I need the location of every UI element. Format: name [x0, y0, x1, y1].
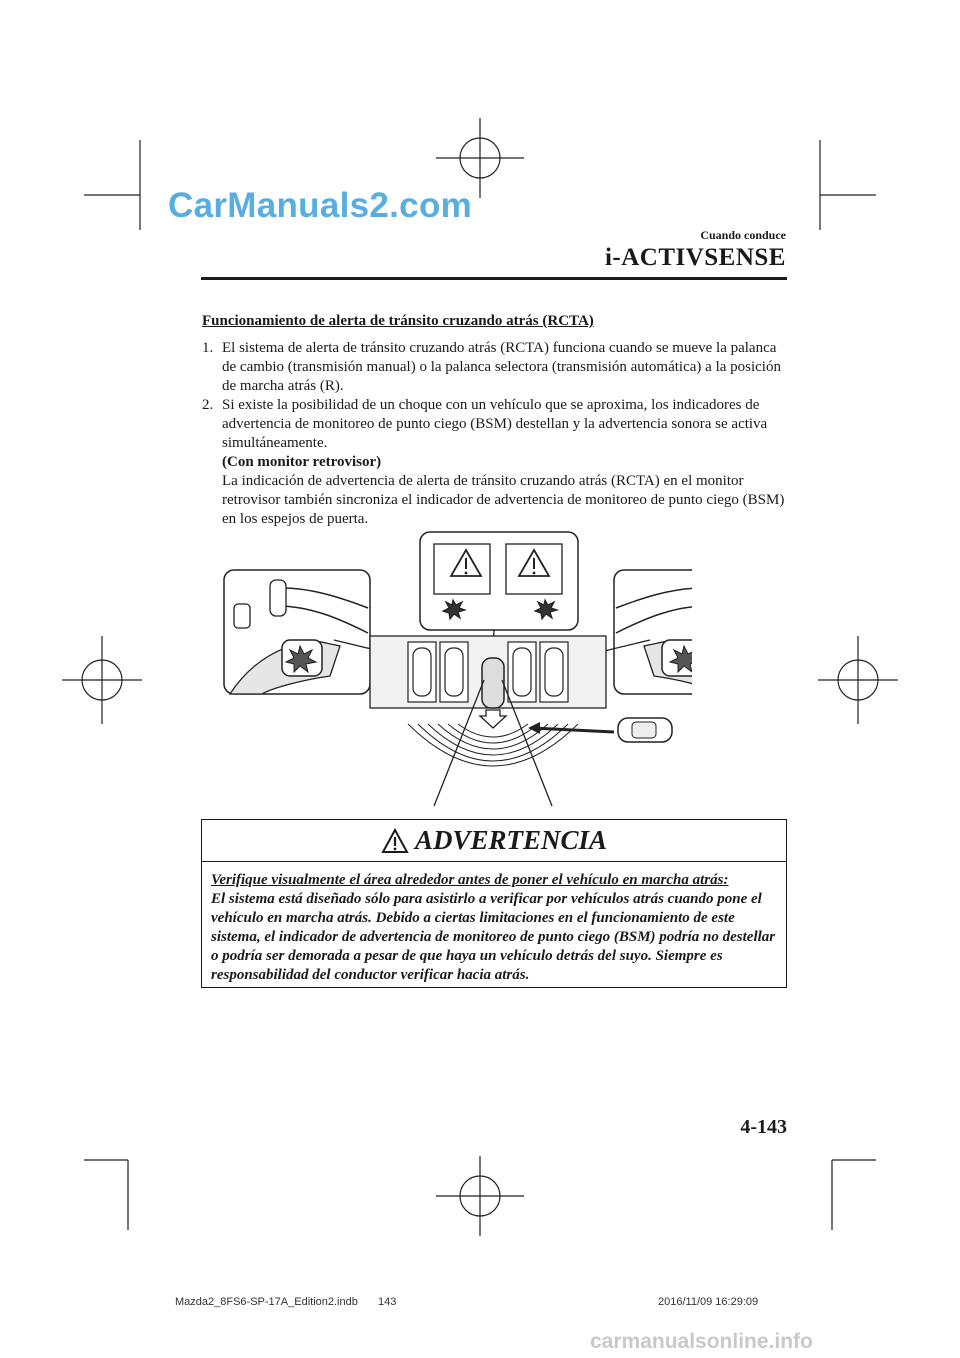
- own-car-icon: [482, 658, 504, 708]
- footer-datetime: 2016/11/09 16:29:09: [658, 1296, 759, 1308]
- rcta-illustration: [222, 528, 692, 810]
- footer-filename: Mazda2_8FS6-SP-17A_Edition2.indb: [175, 1296, 358, 1308]
- step-number: 2.: [202, 397, 214, 413]
- step-subheading: (Con monitor retrovisor): [222, 454, 382, 470]
- warning-body: [211, 871, 777, 985]
- approaching-car-icon: [618, 718, 672, 742]
- chapter-label: Cuando conduce: [700, 228, 786, 242]
- warning-triangle-icon: [381, 828, 409, 854]
- step-number: 1.: [202, 340, 214, 356]
- header-rule: [201, 277, 787, 280]
- watermark-logo: CarManuals2.com: [168, 186, 473, 225]
- subsection-heading: Funcionamiento de alerta de tránsito cruzando atrás (RCTA): [202, 313, 594, 329]
- watermark-bottom: carmanualsonline.info: [590, 1330, 813, 1353]
- step-2: [202, 396, 788, 529]
- section-title-header: i-ACTIVSENSE: [604, 244, 786, 271]
- step-subtext: La indicación de advertencia de alerta de tránsito cruzando atrás (RCTA) en el monitor retrovisor también sincroniza el indicador de advertencia de monitoreo de punto ciego (BSM) en los espejos de puerta.: [222, 473, 785, 527]
- footer-page: 143: [378, 1296, 397, 1308]
- page-number: 4-143: [740, 1116, 787, 1138]
- warning-title: ADVERTENCIA: [414, 825, 608, 855]
- warning-box: [201, 819, 787, 988]
- reverse-arrow-icon: [480, 710, 506, 728]
- step-text: Si existe la posibilidad de un choque con un vehículo que se aproxima, los indicadores de advertencia de monitoreo de punto ciego (BSM) destellan y la advertencia sonora se activa simultáneamente.: [222, 397, 768, 451]
- warning-text: El sistema está diseñado sólo para asistirlo a verificar por vehículos atrás cuando pone el vehículo en marcha atrás. Debido a ciertas limitaciones en el funcionamiento de este sistema, el indicador de advertencia de monitoreo de punto ciego (BSM) podría no destellar o podría ser demorada a pesar de que haya un vehículo detrás del suyo. Siempre es responsabilidad del conductor verificar hacia atrás.: [211, 891, 776, 983]
- step-1: [202, 339, 788, 396]
- step-text: El sistema de alerta de tránsito cruzando atrás (RCTA) funciona cuando se mueve la palanca de cambio (transmisión manual) o la palanca selectora (transmisión automática) a la posición de marcha atrás (R).: [222, 340, 781, 394]
- warning-header: [202, 820, 786, 862]
- warning-lead: Verifique visualmente el área alrededor antes de poner el vehículo en marcha atrás:: [211, 872, 729, 888]
